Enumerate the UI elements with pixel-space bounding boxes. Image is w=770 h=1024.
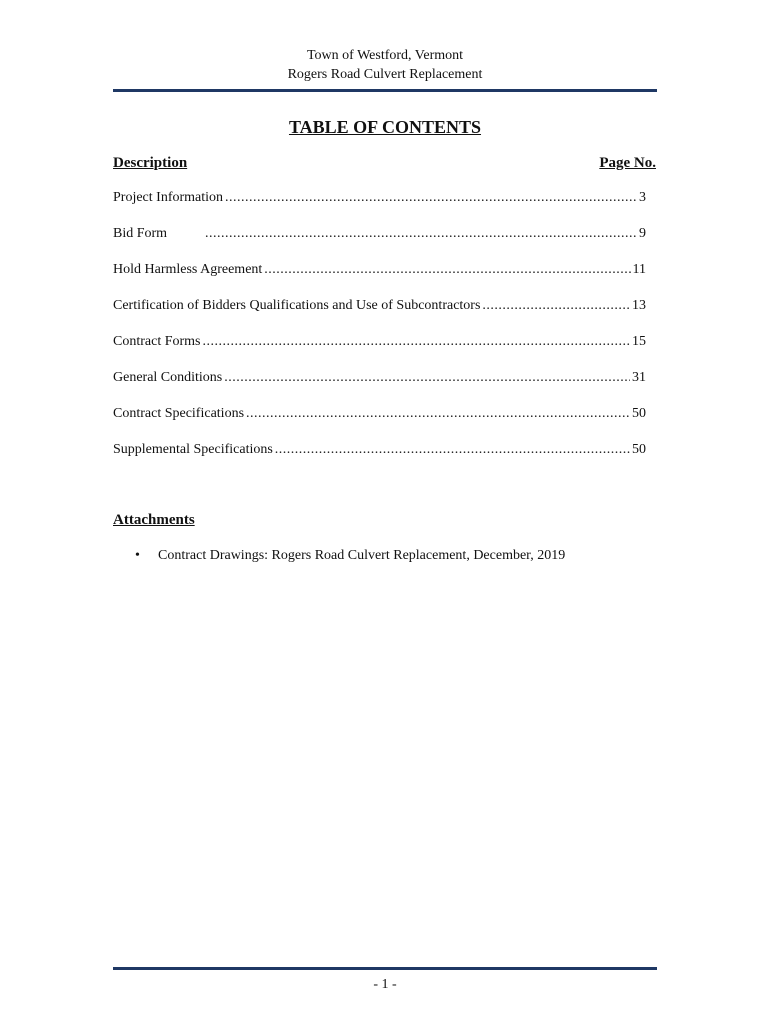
toc-entry-bid-form[interactable] — [113, 226, 646, 262]
toc-dot-leader — [224, 370, 630, 386]
description-column-heading: Description — [113, 155, 188, 171]
attachments-heading: Attachments — [113, 512, 195, 528]
bullet-icon: • — [135, 548, 140, 563]
footer-divider — [113, 967, 657, 970]
toc-entry-certification-of-bidders[interactable] — [113, 298, 646, 334]
attachment-text: Contract Drawings: Rogers Road Culvert Replacement, December, 2019 — [158, 548, 566, 563]
toc-entry-label: Supplemental Specifications — [113, 442, 273, 457]
toc-entry-label: Bid Form — [113, 226, 168, 241]
attachments-list — [135, 548, 565, 564]
toc-dot-leader — [205, 226, 637, 242]
toc-entry-label: Project Information — [113, 190, 224, 205]
header-project: Rogers Road Culvert Replacement — [287, 67, 483, 82]
toc-entry-page: 3 — [639, 190, 646, 205]
toc-dot-leader — [264, 262, 630, 278]
toc-entry-page: 11 — [632, 262, 646, 277]
toc-title: TABLE OF CONTENTS — [288, 117, 482, 137]
toc-dot-leader — [275, 442, 630, 458]
toc-dot-leader — [225, 190, 637, 206]
toc-entry-page: 9 — [639, 226, 646, 241]
toc-entry-label: Contract Forms — [113, 334, 201, 349]
toc-dot-leader — [482, 298, 630, 314]
toc-entry-label: Hold Harmless Agreement — [113, 262, 263, 277]
document-header — [0, 46, 770, 84]
header-divider — [113, 89, 657, 92]
toc-entry-page: 50 — [632, 406, 646, 421]
attachment-item — [135, 548, 565, 564]
toc-entry-label: General Conditions — [113, 370, 223, 385]
page-number-column-heading: Page No. — [599, 155, 656, 171]
toc-dot-leader — [246, 406, 630, 422]
toc-entry-page: 50 — [632, 442, 646, 457]
toc-entry-hold-harmless-agreement[interactable] — [113, 262, 646, 298]
header-town: Town of Westford, Vermont — [306, 48, 464, 63]
toc-entry-page: 15 — [632, 334, 646, 349]
toc-entry-general-conditions[interactable] — [113, 370, 646, 406]
page-number: - 1 - — [373, 977, 397, 992]
toc-entry-label: Contract Specifications — [113, 406, 245, 421]
toc-entry-contract-forms[interactable] — [113, 334, 646, 370]
toc-entry-contract-specifications[interactable] — [113, 406, 646, 442]
toc-entry-page: 13 — [632, 298, 646, 313]
toc-entry-label: Certification of Bidders Qualifications and Use of Subcontractors — [113, 298, 481, 313]
toc-dot-leader — [203, 334, 631, 350]
toc-list — [113, 190, 646, 478]
toc-entry-project-information[interactable] — [113, 190, 646, 226]
toc-entry-supplemental-specifications[interactable] — [113, 442, 646, 478]
toc-entry-page: 31 — [632, 370, 646, 385]
